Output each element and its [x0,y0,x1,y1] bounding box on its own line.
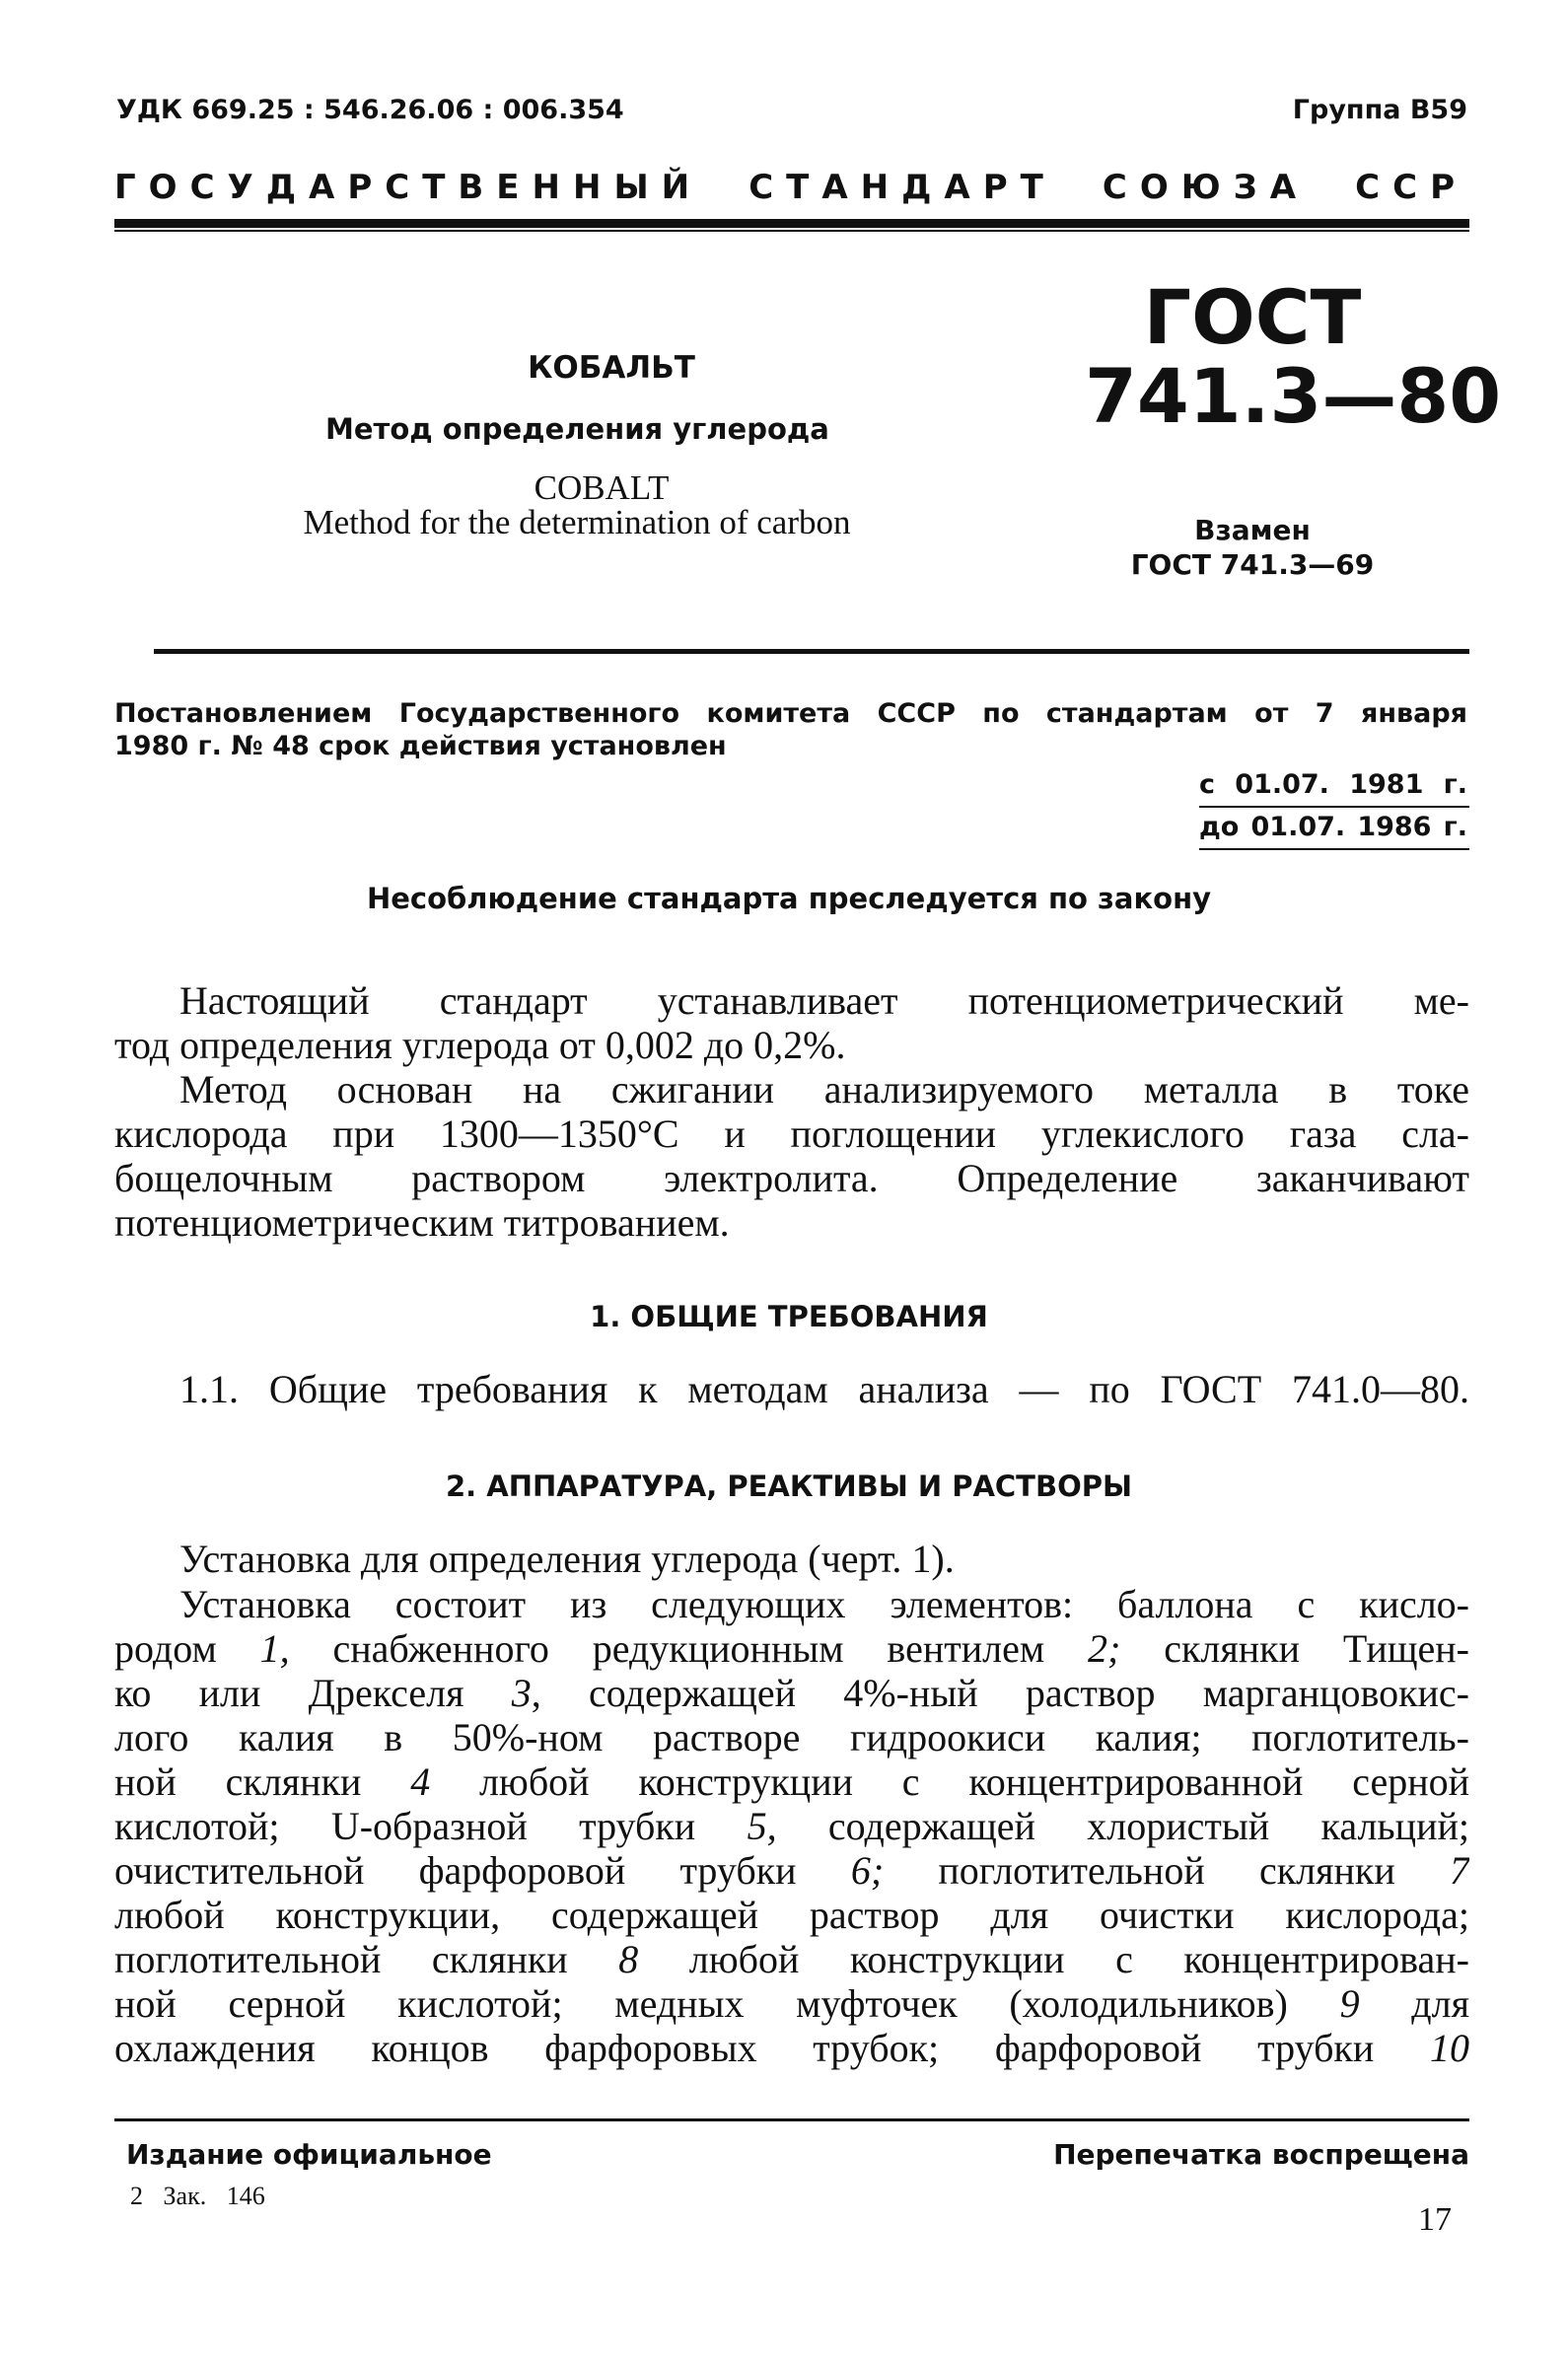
text-line: ной серной кислотой; медных муфточек (холодильников) 9 для [114,1981,1469,2026]
order-number: 2 Зак. 146 [130,2182,265,2210]
title-en: COBALT [534,468,670,507]
text-line: лого калия в 50%-ном растворе гидроокиси калия; поглотитель- [114,1715,1469,1759]
footer-rule [114,2118,1469,2121]
text-line: очистительной фарфоровой трубки 6; поглотительной склянки 7 [114,1848,1469,1893]
udk-code: УДК 669.25 : 546.26.06 : 006.354 [116,95,624,125]
section-1-heading: 1. ОБЩИЕ ТРЕБОВАНИЯ [590,1300,988,1333]
text-line: ной склянки 4 любой конструкции с концентрированной серной [114,1759,1469,1804]
law-warning: Несоблюдение стандарта преследуется по закону [366,882,1212,915]
text-line: охлаждения концов фарфоровых трубок; фарфоровой трубки 10 [114,2026,1469,2070]
text-line: кислорода при 1300—1350°С и поглощении углекислого газа сла- [114,1111,1469,1156]
validity-rule-2 [1199,848,1469,850]
text-line: бощелочным раствором электролита. Определение заканчивают [114,1156,1469,1200]
apparatus-paragraph [114,1582,1469,2070]
gost-label: ГОСТ [1143,273,1362,361]
replaces-number: ГОСТ 741.3—69 [1130,548,1375,581]
text-line: тод определения углерода от 0,002 до 0,2%. [114,1023,846,1067]
page-number: 17 [1418,2201,1452,2238]
subtitle-ru: Метод определения углерода [325,412,829,446]
text-line: Установка состоит из следующих элементов: баллона с кисло- [179,1582,1469,1626]
text-line: любой конструкции, содержащей раствор для очистки кислорода; [114,1893,1469,1937]
validity-rule-1 [1199,806,1469,808]
title-ru: КОБАЛЬТ [528,350,695,386]
text-line: поглотительной склянки 8 любой конструкции с концентрирован- [114,1937,1469,1981]
validity-from: с 01.07. 1981 г. [1199,769,1467,800]
official-edition: Издание официальное [126,2138,492,2171]
gost-number: 741.3—80 [1085,352,1502,440]
section-2-heading: 2. АППАРАТУРА, РЕАКТИВЫ И РАСТВОРЫ [445,1470,1133,1503]
subtitle-en: Method for the determination of carbon [303,503,851,541]
banner-rule-thin [114,230,1469,232]
intro-paragraph [114,978,1469,1245]
text-line: Метод основан на сжигании анализируемого металла в токе [179,1067,1469,1111]
decree-line-2: 1980 г. № 48 срок действия установлен [114,731,727,761]
group-code: Группа В59 [1292,95,1467,125]
no-reprint-notice: Перепечатка воспрещена [1053,2138,1469,2171]
text-line: ко или Дрекселя 3, содержащей 4%-ный раствор марганцовокис- [114,1671,1469,1715]
decree-line-1: Постановлением Государственного комитета СССР по стандартам от 7 января [114,698,1467,729]
section-1-text: 1.1. Общие требования к методам анализа — по ГОСТ 741.0—80. [179,1367,1469,1411]
standard-banner: ГОСУДАРСТВЕННЫЙ СТАНДАРТ СОЮЗА ССР [114,168,1467,207]
text-line: кислотой; U-образной трубки 5, содержащей хлористый кальций; [114,1804,1469,1848]
validity-to: до 01.07. 1986 г. [1199,812,1467,842]
text-line: Настоящий стандарт устанавливает потенциометрический ме- [179,978,1469,1023]
banner-rule [114,219,1469,228]
text-line: родом 1, снабженного редукционным вентилем 2; склянки Тищен- [114,1626,1469,1671]
title-rule [154,649,1469,654]
replaces-label: Взамен [1194,514,1311,546]
text-line: потенциометрическим титрованием. [114,1200,730,1245]
section-2-intro: Установка для определения углерода (черт. 1). [179,1537,955,1581]
